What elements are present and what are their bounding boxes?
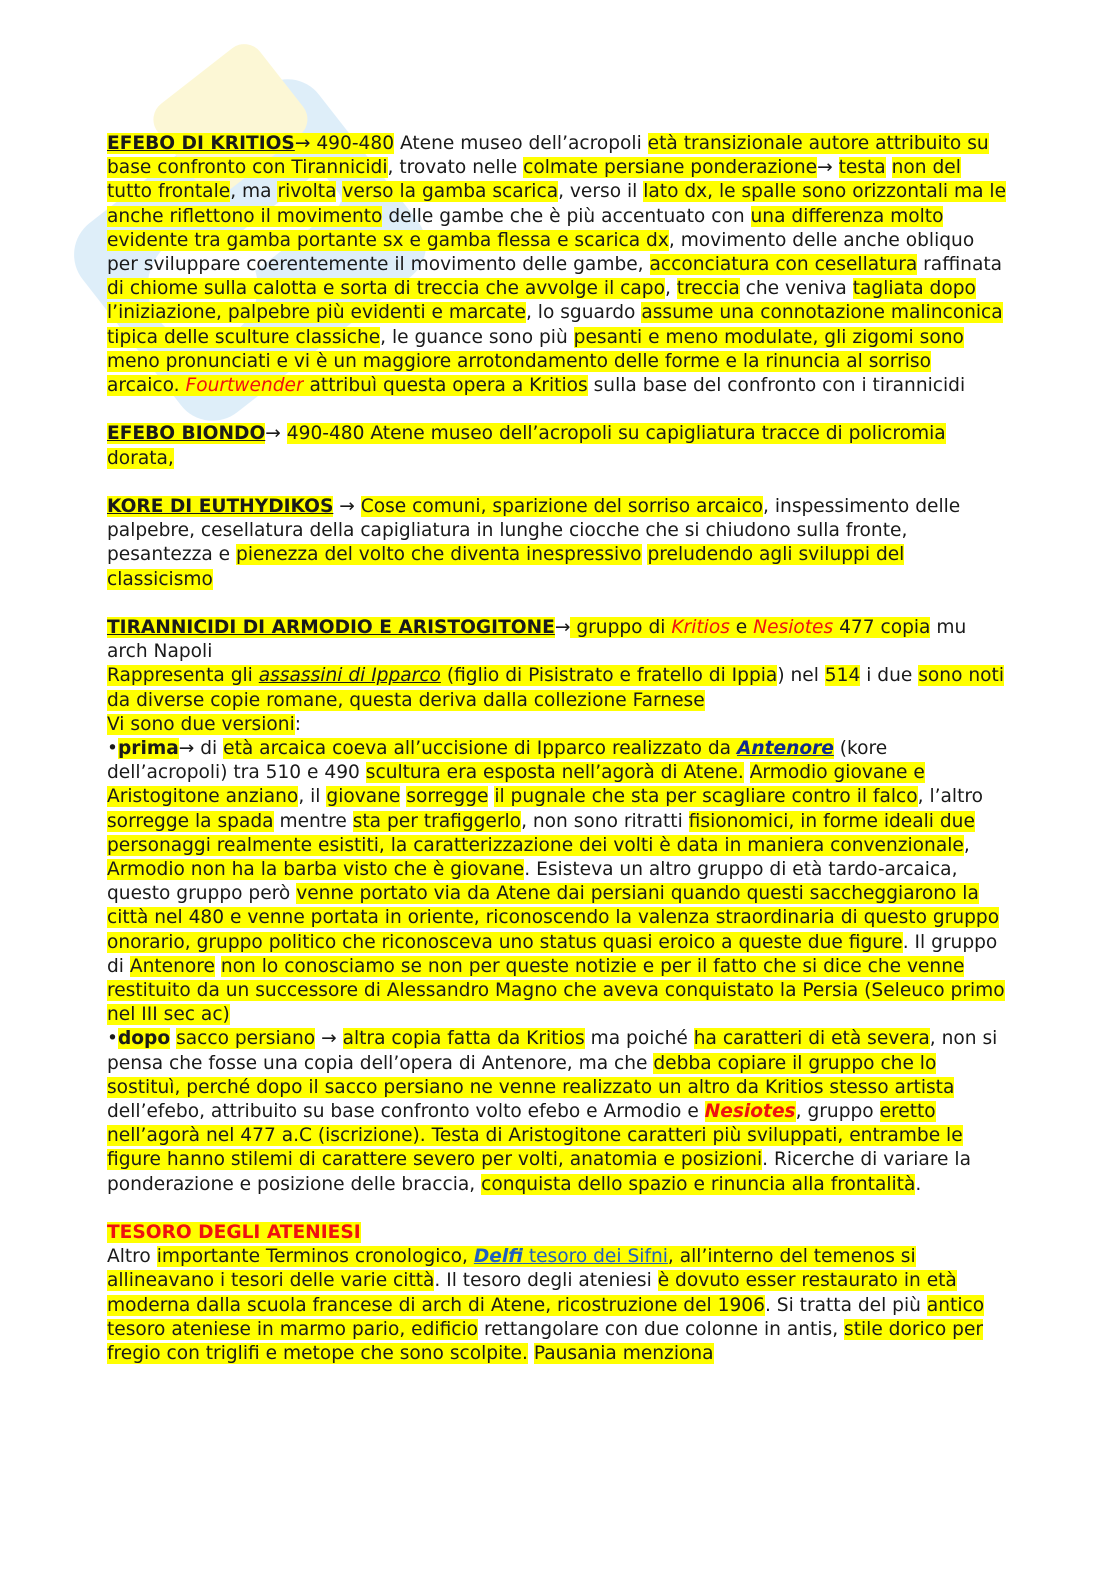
document-page bbox=[107, 132, 1007, 1366]
section-title: TIRANNICIDI DI ARMODIO E ARISTOGITONE bbox=[107, 617, 555, 639]
section-title: EFEBO DI KRITIOS bbox=[107, 133, 295, 154]
bullet: • bbox=[107, 1028, 118, 1050]
section-title: KORE DI EUTHYDIKOS bbox=[107, 496, 334, 518]
paragraph-efebo-biondo: EFEBO BIONDO→ 490-480 Atene museo dell’acropoli su capigliatura tracce di policromia dorata, bbox=[107, 423, 946, 469]
paragraph-tesoro-ateniesi: TESORO DEGLI ATENIESI Altro importante Terminos cronologico, Delfi tesoro dei Sifni, all’interno del temenos si allineavano i tesori delle varie città. Il tesoro degli ateniesi è dovuto esser restaurato in età moderna dalla scuola francese di arch di Atene, ricostruzione del 1906. Si tratta del più antico tesoro ateniese in marmo pario, edificio rettangolare con due colonne in antis, stile dorico per fregio con triglifi e metope che sono scolpite. Pausania menziona bbox=[107, 1222, 985, 1365]
paragraph-prima: •prima→ di età arcaica coeva all’uccisione di Ipparco realizzato da Antenore (kore dell’acropoli) tra 510 e 490 scultura era esposta nell’agorà di Atene. Armodio giovane e Aristogitone anziano, il giovane sorregge il pugnale che sta per scagliare contro il falco, l’altro sorregge la spada mentre sta per trafiggerlo, non sono ritratti fisionomici, in forme ideali due personaggi realmente esistiti, la caratterizzazione dei volti è data in maniera convenzionale, Armodio non ha la barba visto che è giovane. Esisteva un altro gruppo di età tardo-arcaica, questo gruppo però venne portato via da Atene dai persiani quando questi saccheggiarono la città nel 480 e venne portata in oriente, riconoscendo la valenza straordinaria di questo gruppo onorario, gruppo politico che riconosceva uno status quasi eroico a queste due figure. Il gruppo di Antenore non lo conosciamo se non per queste notizie e per il fatto che si dice che venne restituito da un successore di Alessandro Magno che aveva conquistato la Persia (Seleuco primo nel III sec ac) bbox=[107, 738, 1005, 1026]
arrow-icon: → bbox=[294, 133, 311, 154]
arrow-icon: → bbox=[178, 738, 195, 760]
list-label: prima bbox=[117, 738, 179, 760]
section-title: TESORO DEGLI ATENIESI bbox=[107, 1222, 361, 1244]
bullet: • bbox=[107, 738, 118, 760]
paragraph-kore-euthydikos: KORE DI EUTHYDIKOS → Cose comuni, sparizione del sorriso arcaico, inspessimento delle palpebre, cesellatura della capigliatura in lunghe ciocche che si chiudono sulla fronte, pesantezza e pienezza del volto che diventa inespressivo preludendo agli sviluppi del classicismo bbox=[107, 496, 961, 590]
delfi-link[interactable]: Delfi bbox=[473, 1246, 523, 1268]
paragraph-tirannicidi: TIRANNICIDI DI ARMODIO E ARISTOGITONE→ gruppo di Kritios e Nesiotes 477 copia mu arch Napoli Rappresenta gli assassini di Ipparco (figlio di Pisistrato e fratello di Ippia) nel 514 i due sono noti da diverse copie romane, questa deriva dalla collezione Farnese Vi sono due versioni: bbox=[107, 617, 1004, 735]
tesoro-sifni-link[interactable]: tesoro dei Sifni bbox=[522, 1246, 668, 1268]
arrow-icon: → bbox=[265, 423, 281, 445]
section-title: EFEBO BIONDO bbox=[107, 423, 266, 445]
paragraph-efebo-kritios: EFEBO DI KRITIOS→ 490-480 Atene museo dell’acropoli età transizionale autore attribuito su base confronto con Tirannicidi, trovato nelle colmate persiane ponderazione→ testa non del tutto frontale, ma rivolta verso la gamba scarica, verso il lato dx, le spalle sono orizzontali ma le anche riflettono il movimento delle gambe che è più accentuato con una differenza molto evidente tra gamba portante sx e gamba flessa e scarica dx, movimento delle anche obliquo per sviluppare coerentemente il movimento delle gambe, acconciatura con cesellatura raffinata di chiome sulla calotta e sorta di treccia che avvolge il capo, treccia che veniva tagliata dopo l’iniziazione, palpebre più evidenti e marcate, lo sguardo assume una connotazione malinconica tipica delle sculture classiche, le guance sono più pesanti e meno modulate, gli zigomi sono meno pronunciati e vi è un maggiore arrotondamento delle forme e la rinuncia al sorriso arcaico. Fourtwender attribuì questa opera a Kritios sulla base del confronto con i tirannicidi bbox=[107, 133, 1007, 397]
paragraph-dopo: •dopo sacco persiano → altra copia fatta da Kritios ma poiché ha caratteri di età severa, non si pensa che fosse una copia dell’opera di Antenore, ma che debba copiare il gruppo che lo sostituì, perché dopo il sacco persiano ne venne realizzato un altro da Kritios stesso artista dell’efebo, attribuito su base confronto volto efebo e Armodio e Nesiotes, gruppo eretto nell’agorà nel 477 a.C (iscrizione). Testa di Aristogitone caratteri più sviluppati, entrambe le figure hanno stilemi di carattere severo per volti, anatomia e posizioni. Ricerche di variare la ponderazione e posizione delle braccia, conquista dello spazio e rinuncia alla frontalità. bbox=[107, 1028, 998, 1195]
arrow-icon: → bbox=[554, 617, 571, 639]
list-label: dopo bbox=[117, 1028, 171, 1050]
